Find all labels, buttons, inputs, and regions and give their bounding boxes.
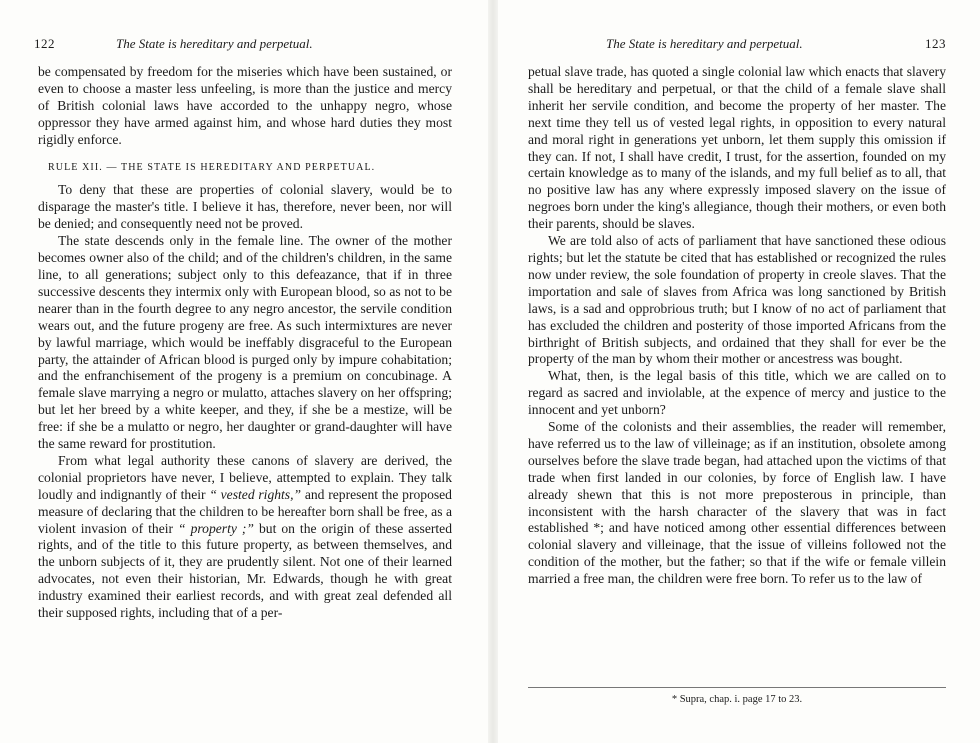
left-paragraph-4 (38, 453, 452, 622)
left-page-number: 122 (34, 36, 55, 51)
left-p4-part-3: but on the origin of these asserted rights, and of the title to this future property, as between themselves, and the unborn subjects of it, they are prudently silent. Not one of their learned advocates, not even their historian, Mr. Edwards, though he with great industry examined their earliest records, and with great zeal defended all their supposed rights, including that of a per- (38, 520, 452, 621)
left-page (32, 0, 452, 743)
right-page (528, 0, 946, 743)
book-gutter (488, 0, 498, 743)
left-paragraph-1: be compensated by freedom for the miseries which have been sustained, or even to choose a master less unfeeling, is more than the justice and mercy of British colonial laws have accorded to the unhappy negro, whose oppressor they have armed against him, and whose hard duties they most rigidly enforce. (38, 64, 452, 147)
right-page-number: 123 (925, 36, 946, 51)
left-paragraph-3: The state descends only in the female line. The owner of the mother becomes owner also of the child; and of the children's children, in the same line, to all generations; subject only to this defeazance, that if in three successive descents they intermix only with European blood, so as not to be nearer than in the fourth degree to any negro ancestor, the servile condition wears out, and the future progeny are free. As such intermixtures are never by lawful marriage, which would be ineffably disgraceful to the European party, the attainder of African blood is purged only by impure cohabitation; and the enfranchisement of the progeny is a premium on concubinage. A female slave marrying a negro or mulatto, attaches slavery on her offspring; but let her breed by a white keeper, and they, if she be a mestize, will be free: if she be a mulatto or negro, her daughter or grand-daughter will have the same reward for prostitution. (38, 233, 452, 452)
rule-xii-heading: RULE XII. — THE STATE IS HEREDITARY AND PERPETUAL. (48, 161, 376, 173)
property-phrase: “ property ;” (178, 520, 254, 536)
right-page-body (528, 64, 946, 588)
right-paragraph-2: We are told also of acts of parliament that have sanctioned these odious rights; but let the statute be cited that has established or recognized the rules now under review, the sole foundation of property in creole slaves. That the importation and sale of slaves from Africa was long sanctioned by British laws, is a sad and opprobrious truth; but I know of no act of parliament that has excluded the children and posterity of those imported Africans from the birthright of British subjects, and ordained that they shall for ever be the property of the man by whom their mother or ancestress was bought. (528, 233, 946, 367)
right-paragraph-4: Some of the colonists and their assemblies, the reader will remember, have referred us to the law of villeinage; as if an institution, obsolete among ourselves before the slave trade began, had attached upon the victims of that trade when first landed in our colonies, by force of English law. I have already shewn that this is not more preposterous in principle, than inconsistent with the harsh character of the slavery that was in fact established *; and have noticed among other essential differences between colonial slavery and villeinage, that the issue of villeins followed not the condition of the mother, but the father; so that if the wife or female villein married a free man, the children were free born. To refer us to the law of (528, 419, 946, 587)
left-running-head (32, 36, 452, 56)
vested-rights-phrase: “ vested rights,” (209, 486, 302, 502)
left-paragraph-2: To deny that these are properties of colonial slavery, would be to disparage the master's title. I believe it has, therefore, never been, nor will be denied; and consequently need not be proved. (38, 182, 452, 232)
left-running-title: The State is hereditary and perpetual. (116, 36, 313, 51)
left-p4-part-1: From what legal authority these canons of slavery are derived, the colonial proprietors have never, I believe, attempted to explain. They talk loudly and indignantly of their (38, 452, 452, 502)
footnote: * Supra, chap. i. page 17 to 23. (671, 694, 803, 705)
left-p4-part-2: and represent the proposed measure of declaring that the children to be hereafter born shall be free, as a violent invasion of their (38, 486, 452, 536)
right-running-title: The State is hereditary and perpetual. (606, 36, 803, 51)
right-paragraph-3: What, then, is the legal basis of this title, which we are called on to regard as sacred and inviolable, at the expence of mercy and justice to the innocent and yet unborn? (528, 368, 946, 418)
left-page-body (38, 64, 452, 622)
right-running-head (528, 36, 946, 56)
right-paragraph-1: petual slave trade, has quoted a single colonial law which enacts that slavery shall be hereditary and perpetual, or that the child of a female slave shall inherit her servile condition, and become the property of her master. The next time they tell us of vested legal rights, in opposition to every natural and moral right in generations yet unborn, let them supply this omission if they can. If not, I shall have credit, I trust, for the assertion, founded on my certain knowledge as to many of the islands, and my full belief as to all, that no positive law has any where expressly imposed slavery on the issue of negroes born under the king's allegiance, though their mothers, or even both their parents, should be slaves. (528, 64, 946, 232)
footnote-divider (528, 687, 946, 688)
